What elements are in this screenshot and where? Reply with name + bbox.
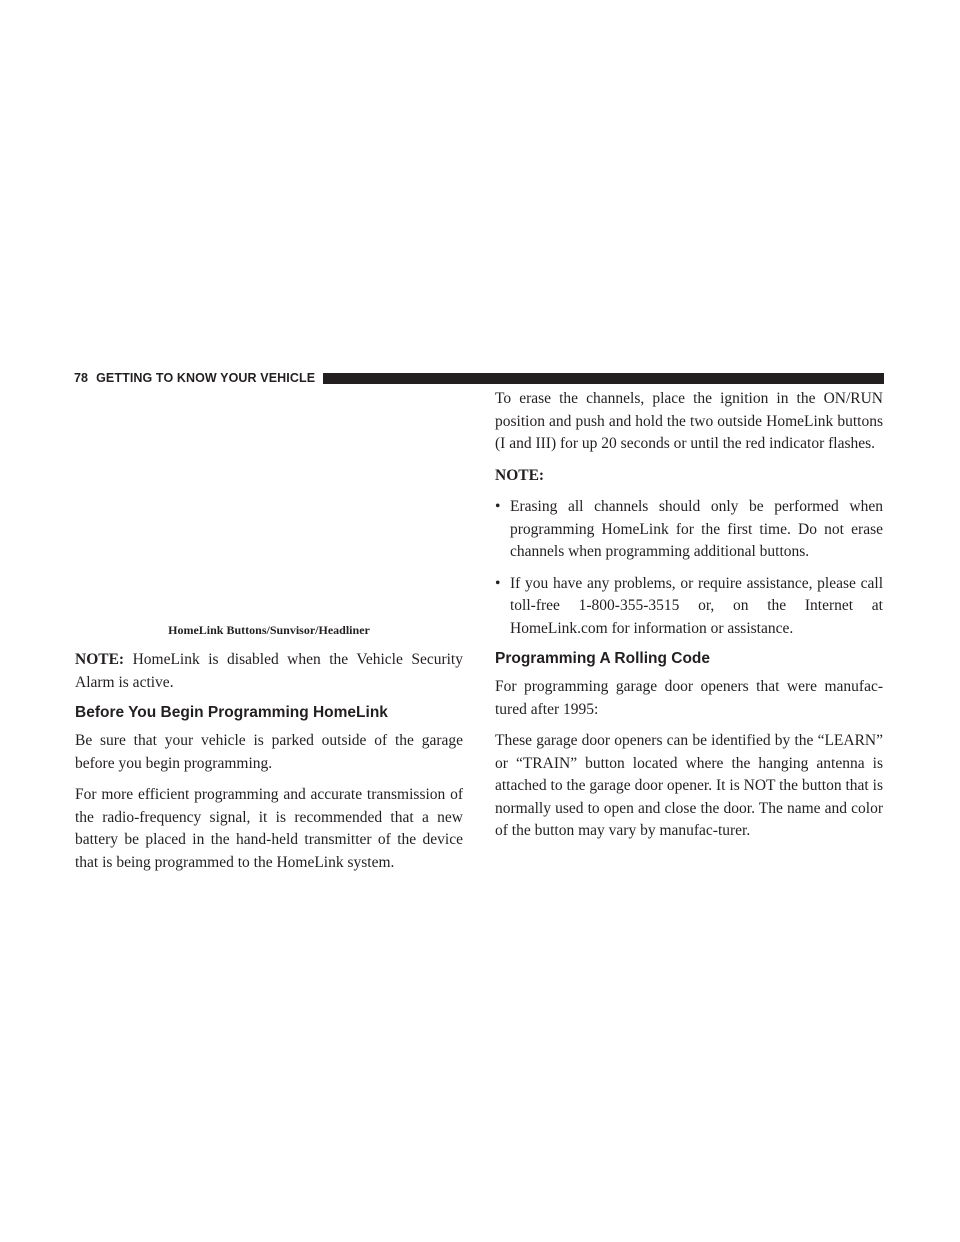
- figure-caption: HomeLink Buttons/Sunvisor/Headliner: [168, 623, 370, 637]
- page-number: 78: [74, 371, 89, 385]
- page-header: [74, 370, 884, 386]
- header-rule: [323, 373, 884, 384]
- bullet-icon: •: [495, 574, 501, 592]
- paragraph: For programming garage door openers that were manufac-tured after 1995:: [495, 678, 883, 718]
- list-item: [495, 496, 883, 564]
- paragraph: For more efficient programming and accurate transmission of the radio-frequency signal, it is recommended that a new battery be placed in the hand-held transmitter of the device that is being programmed to the HomeLink system.: [75, 786, 463, 871]
- list-item-text: If you have any problems, or require assistance, please call toll-free 1-800-355-3515 or, on the Internet at HomeLink.com for information or assistance.: [510, 574, 883, 637]
- paragraph: These garage door openers can be identified by the “LEARN” or “TRAIN” button located where the hanging antenna is attached to the garage door opener. It is NOT the button that is normally used to open and close the door. The name and color of the button may vary by manufac-turer.: [495, 732, 883, 839]
- bullet-icon: •: [495, 498, 501, 515]
- right-column: [495, 388, 883, 852]
- section-title: GETTING TO KNOW YOUR VEHICLE: [96, 371, 316, 385]
- note-text: HomeLink is disabled when the Vehicle Security Alarm is active.: [75, 651, 463, 691]
- section-heading-rolling-code: Programming A Rolling Code: [495, 650, 710, 667]
- left-column: [75, 620, 463, 883]
- section-heading-before-programming: Before You Begin Programming HomeLink: [75, 704, 388, 721]
- erase-paragraph: To erase the channels, place the ignition in the ON/RUN position and push and hold the two outside HomeLink buttons (I and III) for up 20 seconds or until the red indicator flashes.: [495, 390, 883, 452]
- paragraph: Be sure that your vehicle is parked outside of the garage before you begin programming.: [75, 732, 463, 772]
- note-label: NOTE:: [495, 466, 545, 484]
- list-item-text: Erasing all channels should only be performed when programming HomeLink for the first time. Do not erase channels when programming additional buttons.: [510, 498, 883, 560]
- note-label: NOTE:: [75, 651, 125, 668]
- note-list: [495, 496, 883, 640]
- note-paragraph: [75, 649, 463, 694]
- list-item: [495, 573, 883, 641]
